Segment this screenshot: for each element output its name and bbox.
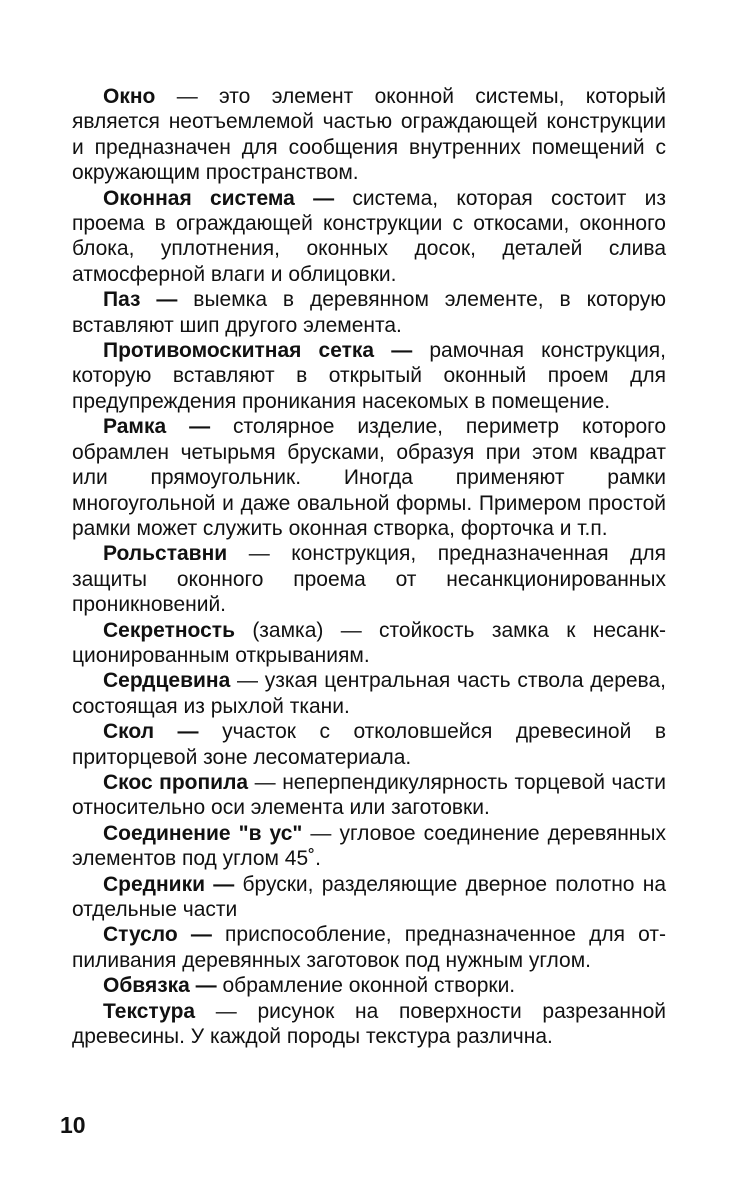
entry-term: Секретность [103,618,235,642]
entry-term: Рольставни [103,542,228,566]
entry-term: Окно [103,85,156,108]
glossary-entry-obvyazka [72,973,666,998]
entry-definition: — это элемент оконной системы, который является неотъемлемой частью ограждающей конструкции и предназначен для сообщения внутренних помещений с окружающим пространством. [72,85,666,185]
entry-term: Текстура [103,999,196,1023]
glossary-entry-serdtsevina [72,668,666,719]
glossary-entry-paz [72,287,666,338]
entry-definition: участок с отколовшейся древесиной в приторцевой зоне лесоматериала. [72,720,666,769]
glossary-entry-protivomoskitnaya-setka [72,338,666,414]
glossary-entry-rolstavni [72,541,666,617]
entry-term: Скол — [103,720,199,744]
glossary-entry-okno [72,84,666,186]
entry-term: Паз — [103,288,178,312]
entry-term: Стусло — [103,923,212,947]
entry-definition: — угловое соединение деревянных элементов под углом 45˚. [72,821,666,871]
entry-term: Противомоскитная сетка — [103,339,413,363]
page-number: 10 [60,1112,86,1138]
glossary-entry-skos-propila [72,770,666,821]
entry-definition: бруски, разделяющие дверное полотно на отдельные части [72,872,666,921]
entry-definition: рамочная конструкция, которую вставляют в открытый оконный проем для предупреждения проникания насекомых в помещение. [72,339,667,413]
glossary-entry-okonnaya-sistema [72,186,666,288]
glossary-entry-ramka [72,414,666,541]
entry-definition: — конструкция, предназначенная для защиты оконного проема от несанкционированных проникновений. [72,542,666,617]
glossary-entry-stuslo [72,922,666,973]
entry-definition: — рисунок на поверхности разрезанной древесины. У каждой породы текстура различна. [72,999,666,1049]
entry-definition: выемка в деревянном элементе, в которую вставляют шип другого элемента. [72,288,666,337]
entry-term: Рамка — [103,415,211,439]
entry-term: Сердцевина [103,669,231,693]
entry-definition: приспособление, предназначенное для отпиливания деревянных заготовок под нужным углом. [72,923,666,972]
glossary-entry-skol [72,719,666,770]
entry-definition: — стойкость замка к несанкционированным открываниям. [72,618,666,667]
entry-term: Оконная система — [103,186,335,210]
glossary-entry-sredniki [72,872,666,923]
glossary-entry-soedinenie-v-us [72,821,666,872]
entry-definition: — узкая центральная часть ствола дерева, состоящая из рыхлой ткани. [72,669,666,718]
entry-term: Скос пропила [103,770,249,794]
glossary-text [72,84,666,1049]
entry-note: (замка) [234,618,324,642]
entry-term: Обвязка — [103,974,217,998]
glossary-entry-sekretnost [72,618,666,669]
entry-definition: система, которая состоит из проема в ограждающей конструкции с откосами, оконного блока, уплотнения, оконных досок, деталей слива атмосферной влаги и облицовки. [72,186,666,286]
entry-term: Соединение "в ус" [103,821,303,845]
entry-term: Средники — [103,872,235,896]
glossary-entry-tekstura [72,999,666,1050]
entry-definition: обрамление оконной створки. [216,974,516,998]
entry-definition: столярное изделие, периметр которого обрамлен четырьмя брусками, образуя при этом квадрат или прямоугольник. Иногда применяют рамки многоугольной и даже овальной формы. Примером простой рамки может служить оконная створка, форточка и т.п. [72,415,667,540]
entry-definition: — неперпендикулярность торцевой части относительно оси элемента или заготовки. [72,770,667,820]
